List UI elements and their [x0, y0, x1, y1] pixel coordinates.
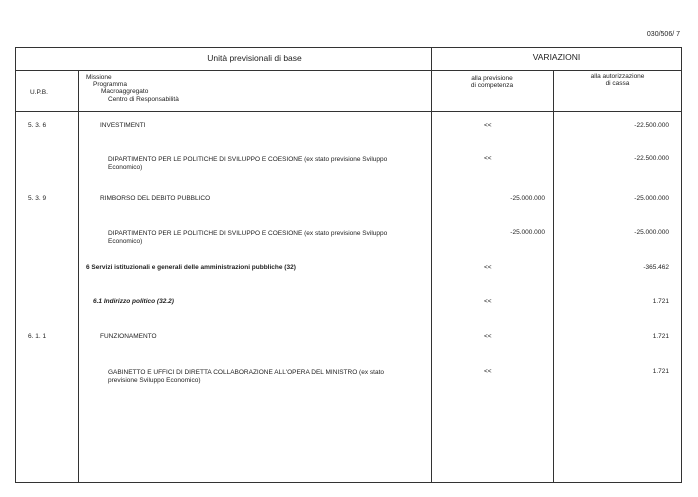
header-upb: U.P.B.	[30, 89, 48, 96]
row-competenza: -25.000.000	[510, 195, 545, 202]
column-rule-competenza	[553, 70, 554, 483]
row-cassa: -22.500.000	[634, 155, 669, 162]
row-cassa: -25.000.000	[634, 195, 669, 202]
column-rule-upb	[78, 70, 79, 483]
row-competenza: -25.000.000	[510, 229, 545, 236]
header-variazioni: VARIAZIONI	[532, 52, 581, 62]
row-description: INVESTIMENTI	[100, 122, 146, 129]
header-cassa-1: alla autorizzazione	[590, 73, 645, 80]
header-competenza-1: alla previsione	[471, 75, 513, 82]
row-description: 6.1 Indirizzo politico (32.2)	[93, 298, 174, 305]
header-centro-responsabilita: Centro di Responsabilità	[108, 96, 179, 103]
header-cassa-2: di cassa	[605, 80, 630, 87]
row-cassa: 1.721	[652, 368, 669, 375]
row-competenza: <<	[484, 264, 492, 271]
row-upb: 6. 1. 1	[28, 333, 47, 340]
row-cassa: -365.462	[643, 264, 669, 271]
row-competenza: <<	[484, 155, 492, 162]
row-cassa: 1.721	[652, 298, 669, 305]
header-rule-1	[15, 70, 682, 71]
row-description: GABINETTO E UFFICI DI DIRETTA COLLABORAZIONE ALL'OPERA DEL MINISTRO (ex stato previsione Sviluppo Economico)	[108, 369, 384, 384]
header-missione: Missione	[86, 74, 112, 81]
row-upb: 5. 3. 6	[28, 122, 47, 129]
row-upb: 5. 3. 9	[28, 195, 47, 202]
row-cassa: 1.721	[652, 333, 669, 340]
page-number: 030/506/ 7	[646, 31, 680, 38]
row-competenza: <<	[484, 122, 492, 129]
header-competenza-2: di competenza	[470, 82, 514, 89]
header-title: Unità previsionali di base	[207, 53, 302, 63]
row-competenza: <<	[484, 333, 492, 340]
row-cassa: -22.500.000	[634, 122, 669, 129]
header-macroaggregato: Macroaggregato	[101, 88, 149, 95]
row-cassa: -25.000.000	[634, 229, 669, 236]
row-competenza: <<	[484, 298, 492, 305]
row-description: DIPARTIMENTO PER LE POLITICHE DI SVILUPPO E COESIONE (ex stato previsione Sviluppo Economico)	[108, 230, 388, 245]
column-rule-desc	[431, 47, 432, 483]
row-description: DIPARTIMENTO PER LE POLITICHE DI SVILUPPO E COESIONE (ex stato previsione Sviluppo Economico)	[108, 156, 388, 171]
header-rule-2	[15, 111, 682, 112]
row-competenza: <<	[484, 368, 492, 375]
row-description: 6 Servizi istituzionali e generali delle amministrazioni pubbliche (32)	[86, 264, 296, 271]
row-description: RIMBORSO DEL DEBITO PUBBLICO	[100, 195, 211, 202]
header-programma: Programma	[93, 81, 127, 88]
row-description: FUNZIONAMENTO	[100, 333, 157, 340]
